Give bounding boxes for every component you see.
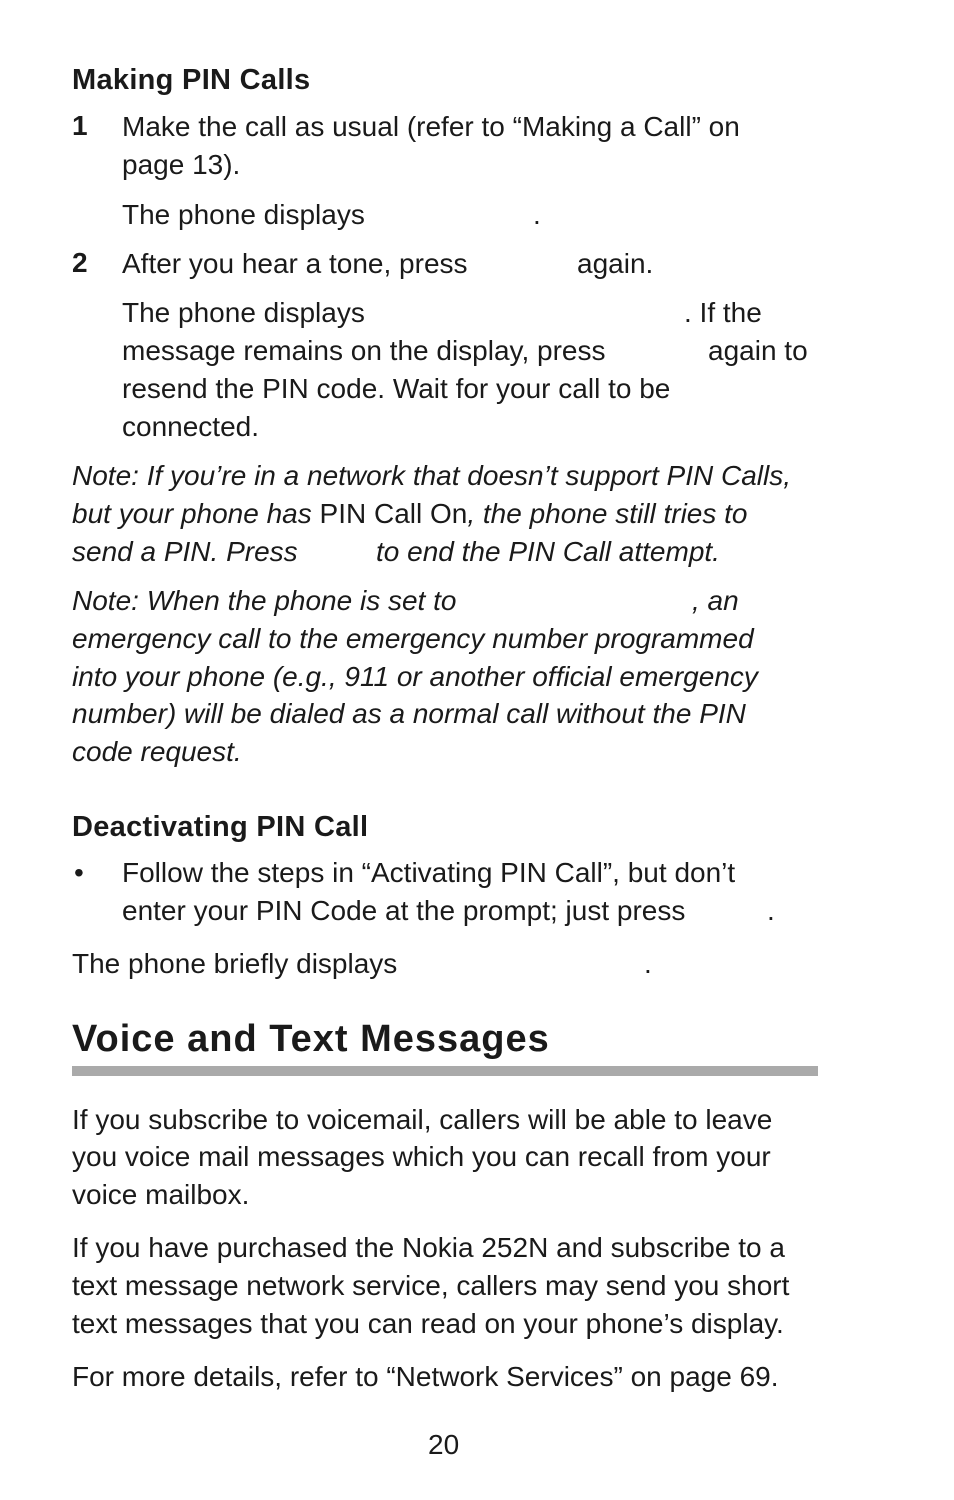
note1-line1: Note: If you’re in a network that doesn’t support PIN Calls, [72,460,792,491]
deactivate-line1: Follow the steps in “Activating PIN Call”, but don’t [122,857,736,888]
step-number-1: 1 [72,110,88,141]
voice-p3-line1: For more details, refer to “Network Services” on page 69. [72,1361,779,1392]
step1-display-text: The phone displays [122,199,365,230]
step1-line2: page 13). [122,149,241,180]
voice-p1-line2: you voice mail messages which you can recall from your [72,1141,771,1172]
voice-p2-line3: text messages that you can read on your phone’s display. [72,1308,784,1339]
note1-line3-a: send a PIN. Press [72,536,298,567]
step2-para-line2-prefix: message remains on the display, press [122,335,606,366]
step1-display-period: . [533,199,541,230]
bullet: • [74,857,84,888]
note1-line2-c: , the phone still tries to [467,498,748,529]
voice-p2-line2: text message network service, callers may send you short [72,1270,790,1301]
chapter-heading-voice-text: Voice and Text Messages [72,1018,550,1060]
step2-para-line4: connected. [122,411,259,442]
note1-line2-setting: PIN Call On [319,498,468,529]
step2-para-line1-prefix: The phone displays [122,297,365,328]
deactivate-line2-a: enter your PIN Code at the prompt; just press [122,895,686,926]
step2-text-after: again. [577,248,654,279]
heading-rule [72,1066,818,1076]
note2-line5: code request. [72,736,242,767]
section-heading-making-pin-calls: Making PIN Calls [72,64,311,96]
note1-line3-b: to end the PIN Call attempt. [376,536,720,567]
step-number-2: 2 [72,247,88,278]
brief-display-period: . [644,948,652,979]
note2-line1-b: , an [692,585,739,616]
note2-line4: number) will be dialed as a normal call without the PIN [72,698,746,729]
voice-p1-line3: voice mailbox. [72,1179,250,1210]
note2-line1-a: Note: When the phone is set to [72,585,457,616]
note1-line2-a: but your phone has [72,498,320,529]
deactivate-line2-b: . [767,895,775,926]
brief-display-text: The phone briefly displays [72,948,398,979]
step2-text-before: After you hear a tone, press [122,248,468,279]
note2-line3: into your phone (e.g., 911 or another official emergency [72,661,758,692]
section-heading-deactivating: Deactivating PIN Call [72,811,369,843]
page-number: 20 [428,1429,460,1460]
voice-p2-line1: If you have purchased the Nokia 252N and subscribe to a [72,1232,785,1263]
voice-p1-line1: If you subscribe to voicemail, callers will be able to leave [72,1104,773,1135]
step1-line1: Make the call as usual (refer to “Making a Call” on [122,111,740,142]
note2-line2: emergency call to the emergency number programmed [72,623,754,654]
step2-para-line3: resend the PIN code. Wait for your call to be [122,373,671,404]
step2-para-line1-suffix: . If the [684,297,762,328]
note1-line2 [72,495,748,533]
step2-para-line2-suffix: again to [708,335,808,366]
